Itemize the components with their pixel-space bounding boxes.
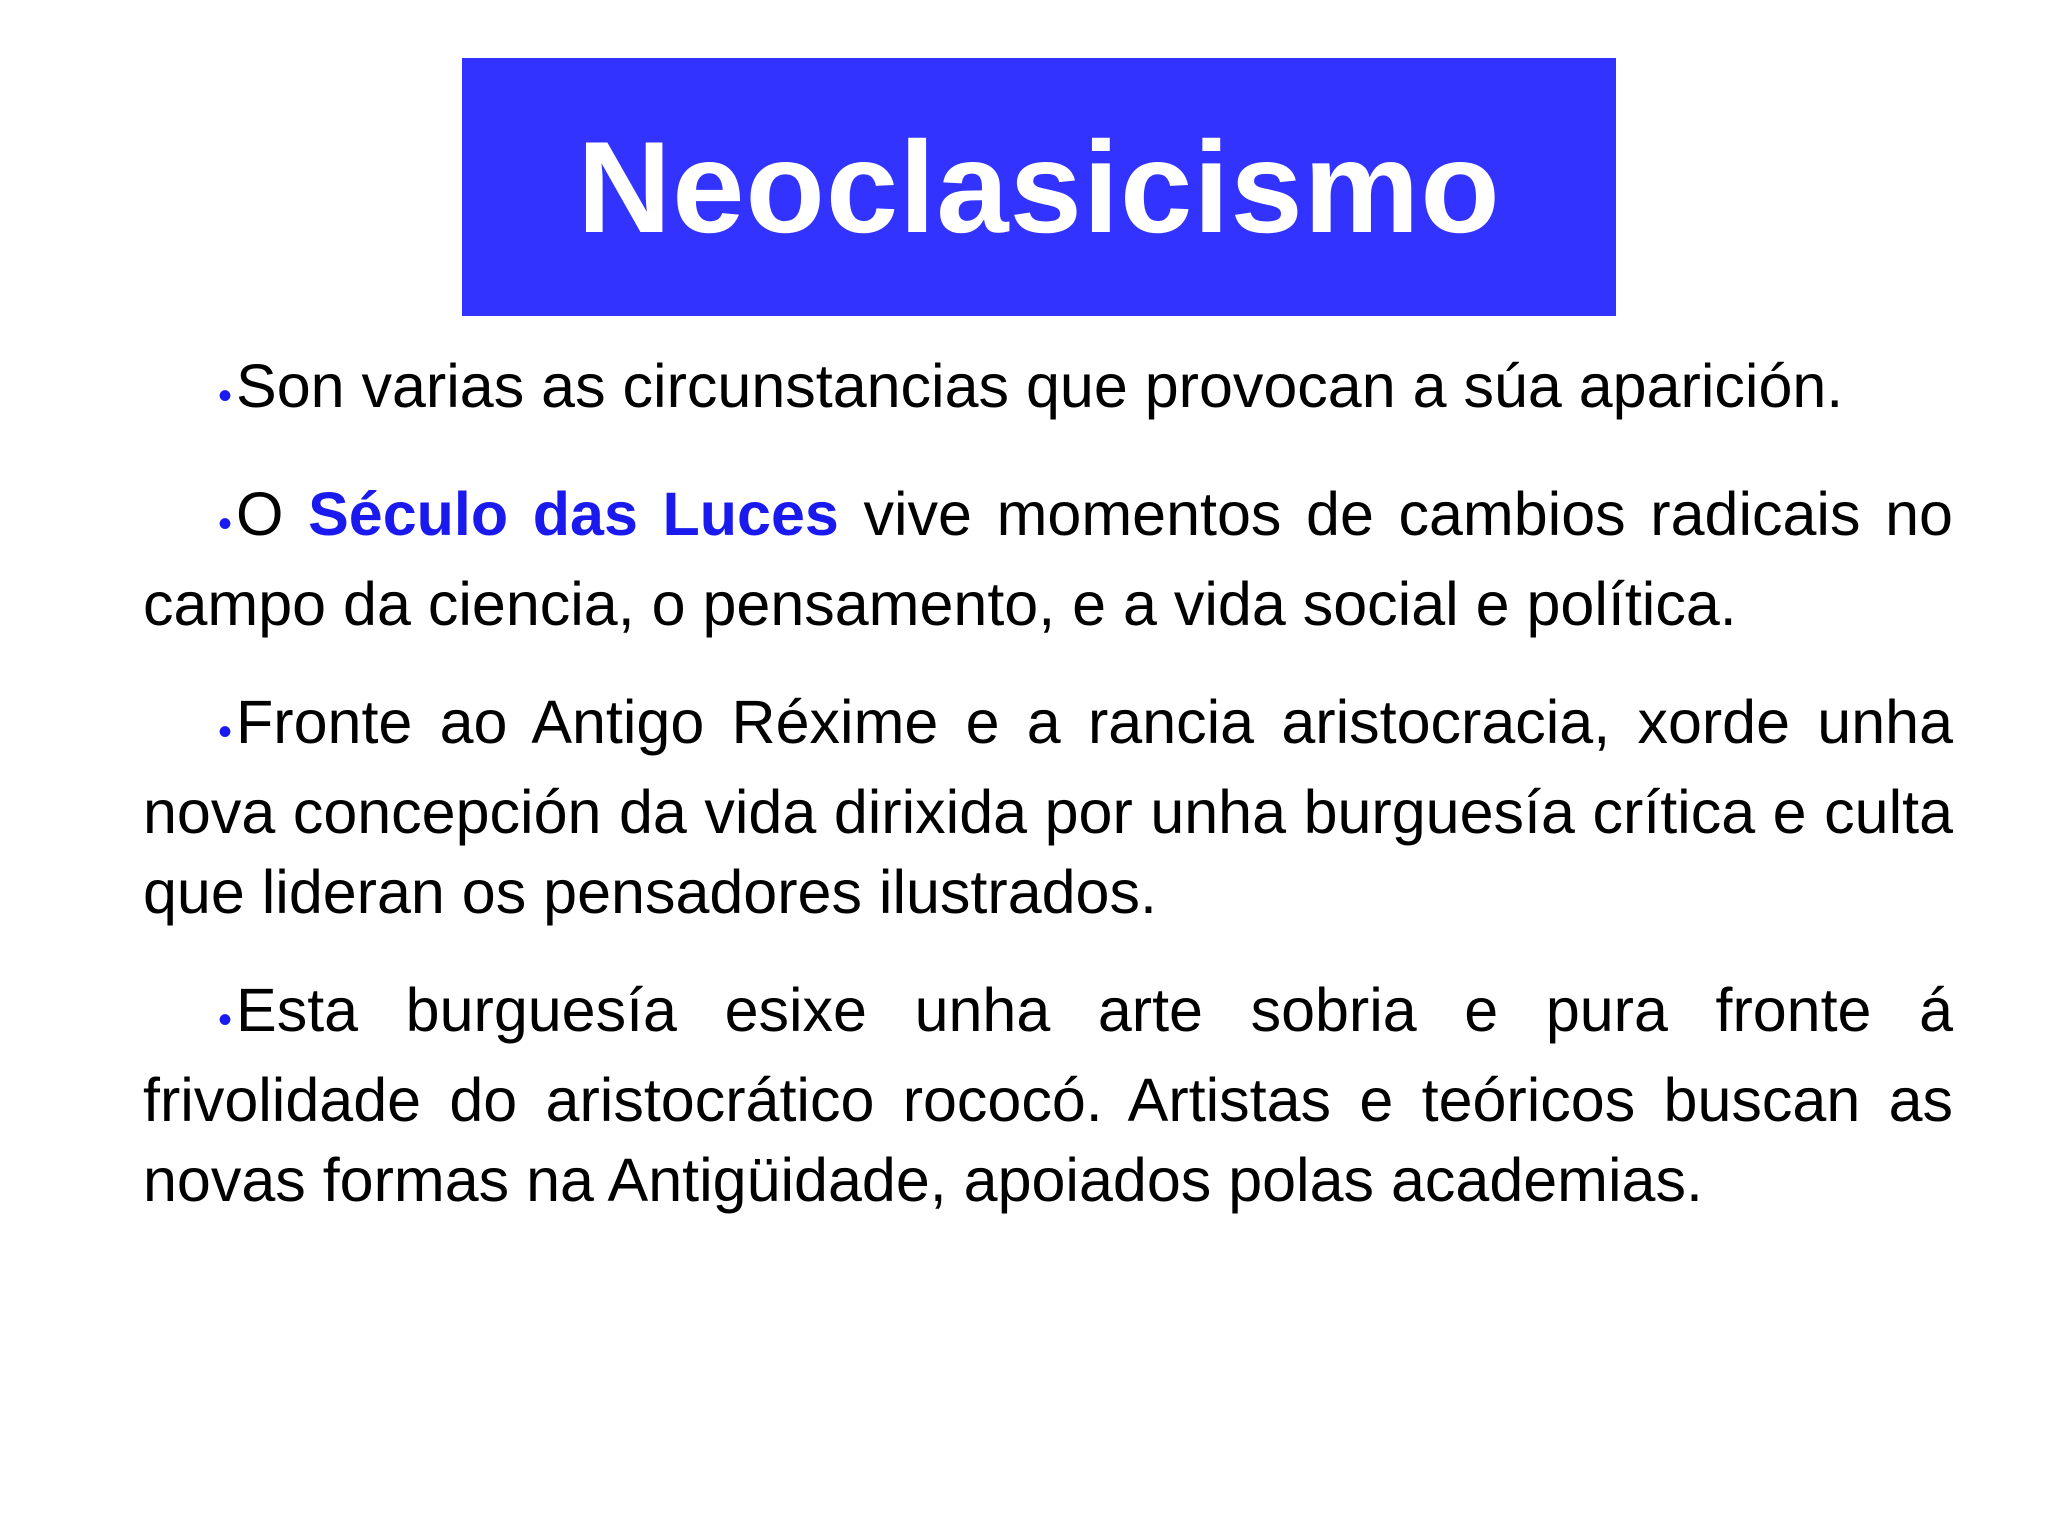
slide-title: Neoclasicismo xyxy=(577,114,1501,260)
paragraph-text-pre: O xyxy=(236,480,309,548)
bullet-icon: • xyxy=(218,998,233,1042)
bullet-icon: • xyxy=(218,710,233,754)
slide-body xyxy=(143,346,1953,1258)
bullet-paragraph-1 xyxy=(143,346,1953,436)
paragraph-text: Fronte ao Antigo Réxime e a rancia aristocracia, xorde unha nova concepción da vida dirixida por unha burguesía crítica e culta que lideran os pensadores ilustrados. xyxy=(143,688,1953,926)
bullet-icon: • xyxy=(218,502,233,546)
bullet-paragraph-2 xyxy=(143,474,1953,644)
highlight-term: Século das Luces xyxy=(308,480,839,548)
bullet-icon: • xyxy=(218,374,233,418)
bullet-paragraph-4 xyxy=(143,970,1953,1220)
bullet-paragraph-3 xyxy=(143,682,1953,932)
paragraph-text: Esta burguesía esixe unha arte sobria e pura fronte á frivolidade do aristocrático rococó. Artistas e teóricos buscan as novas formas na Antigüidade, apoiados polas academias. xyxy=(143,976,1953,1214)
paragraph-text: Son varias as circunstancias que provocan a súa aparición. xyxy=(236,352,1844,420)
title-banner xyxy=(462,58,1616,316)
paragraph-text-post: vive momentos de cambios radicais no campo da ciencia, o pensamento, e a vida social e política. xyxy=(143,480,1953,638)
